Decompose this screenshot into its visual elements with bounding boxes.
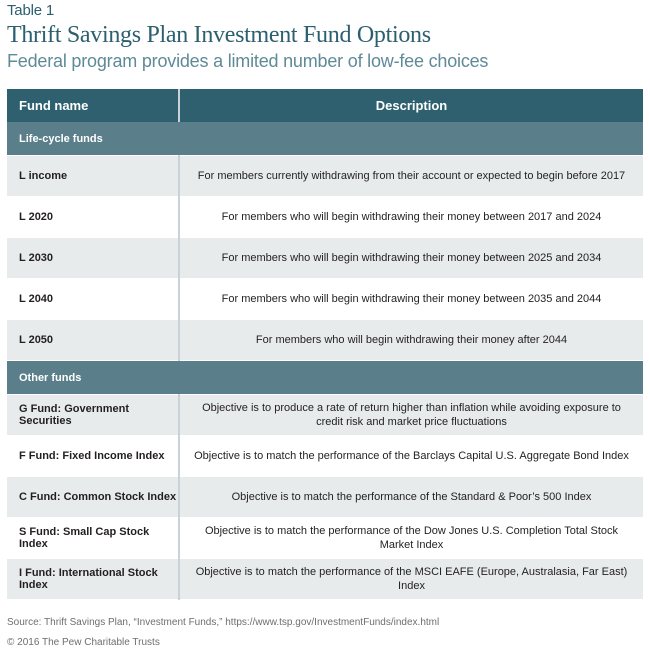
column-header-fund-name: Fund name — [7, 89, 179, 122]
fund-name-cell: S Fund: Small Cap Stock Index — [7, 518, 179, 559]
table-row — [7, 518, 643, 559]
group-label: Life-cycle funds — [7, 122, 643, 156]
table-row — [7, 197, 643, 238]
fund-name-cell: L 2050 — [7, 320, 179, 361]
fund-description-cell: Objective is to match the performance of the Standard & Poor’s 500 Index — [179, 477, 643, 518]
page-subtitle: Federal program provides a limited number of low-fee choices — [7, 51, 489, 71]
source-note: Source: Thrift Savings Plan, “Investment Funds,” https://www.tsp.gov/InvestmentFunds/index.html — [7, 617, 440, 628]
fund-name-cell: F Fund: Fixed Income Index — [7, 436, 179, 477]
table-row — [7, 395, 643, 436]
table-row — [7, 559, 643, 600]
table-row — [7, 320, 643, 361]
fund-description-cell: For members who will begin withdrawing their money between 2025 and 2034 — [179, 238, 643, 279]
table-label: Table 1 — [7, 2, 54, 19]
fund-name-cell: L income — [7, 156, 179, 197]
fund-description-cell: Objective is to match the performance of the MSCI EAFE (Europe, Australasia, Far East) Index — [179, 559, 643, 600]
fund-options-table — [7, 89, 643, 600]
table-row — [7, 279, 643, 320]
group-row-other-funds — [7, 361, 643, 395]
page-title: Thrift Savings Plan Investment Fund Options — [7, 22, 431, 48]
fund-name-cell: L 2020 — [7, 197, 179, 238]
fund-name-cell: C Fund: Common Stock Index — [7, 477, 179, 518]
copyright-note: © 2016 The Pew Charitable Trusts — [7, 637, 160, 648]
fund-name-cell: I Fund: International Stock Index — [7, 559, 179, 600]
fund-name-cell: L 2030 — [7, 238, 179, 279]
table-header-row — [7, 89, 643, 122]
fund-description-cell: Objective is to match the performance of the Dow Jones U.S. Completion Total Stock Market Index — [179, 518, 643, 559]
group-label: Other funds — [7, 361, 643, 395]
fund-description-cell: For members currently withdrawing from their account or expected to begin before 2017 — [179, 156, 643, 197]
fund-description-cell: For members who will begin withdrawing their money between 2017 and 2024 — [179, 197, 643, 238]
table-row — [7, 156, 643, 197]
column-header-description: Description — [179, 89, 643, 122]
fund-description-cell: For members who will begin withdrawing their money after 2044 — [179, 320, 643, 361]
fund-name-cell: L 2040 — [7, 279, 179, 320]
table-row — [7, 477, 643, 518]
fund-name-cell: G Fund: Government Securities — [7, 395, 179, 436]
fund-description-cell: Objective is to match the performance of the Barclays Capital U.S. Aggregate Bond Index — [179, 436, 643, 477]
fund-description-cell: For members who will begin withdrawing their money between 2035 and 2044 — [179, 279, 643, 320]
table-header — [7, 2, 643, 72]
table-row — [7, 436, 643, 477]
group-row-life-cycle-funds — [7, 122, 643, 156]
fund-description-cell: Objective is to produce a rate of return higher than inflation while avoiding exposure to credit risk and market price fluctuations — [179, 395, 643, 436]
table-row — [7, 238, 643, 279]
